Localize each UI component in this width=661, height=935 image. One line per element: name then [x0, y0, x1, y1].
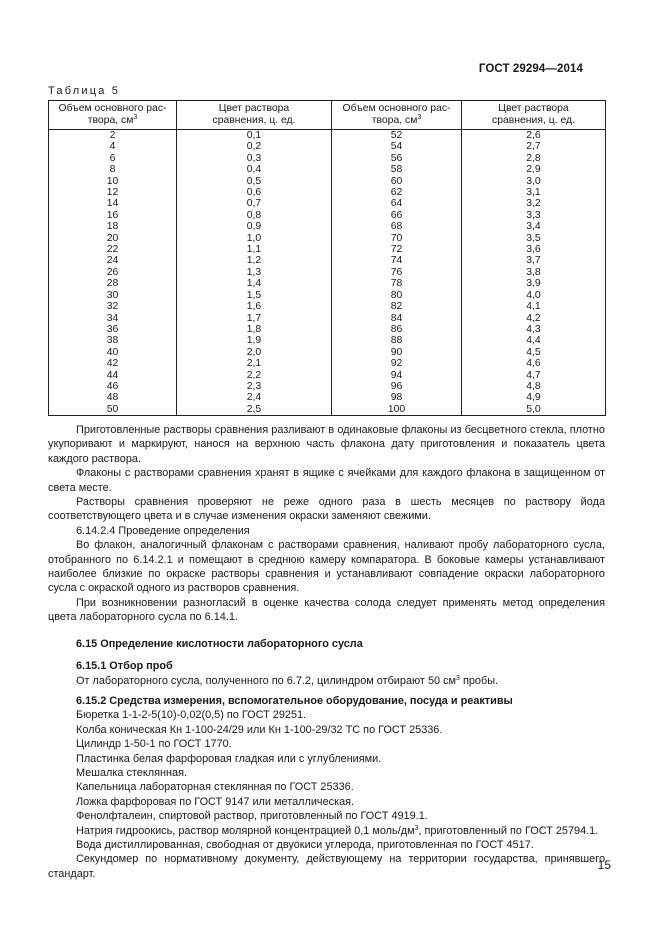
color-reference-table	[48, 100, 606, 416]
col-color-header: Цвет раствора сравнения, ц. ед.	[177, 101, 332, 130]
list-item: Бюретка 1-1-2-5(10)-0,02(0,5) по ГОСТ 29251.	[76, 709, 307, 722]
table-cell: 78	[332, 278, 462, 289]
table-cell: 58	[332, 164, 462, 175]
table-cell: 1,8	[177, 324, 332, 335]
table-cell: 66	[332, 210, 462, 221]
table-cell: 42	[49, 358, 177, 369]
table-cell: 0,6	[177, 187, 332, 198]
table-cell: 38	[49, 335, 177, 346]
table-cell: 20	[49, 233, 177, 244]
table-cell: 32	[49, 301, 177, 312]
table-row	[49, 313, 606, 324]
table-cell: 3,5	[462, 233, 606, 244]
table-cell: 0,9	[177, 221, 332, 232]
table-cell: 18	[49, 221, 177, 232]
table-row	[49, 153, 606, 164]
table-cell: 2,1	[177, 358, 332, 369]
list-item: Натрия гидроокись, раствор молярной концентрацией 0,1 моль/$дм^3$, приготовленный по ГОСТ 25794.1.	[76, 824, 599, 837]
paragraph: От лабораторного сусла, полученного по 6.7.2, цилиндром отбирают 50 $см^3$ пробы.	[76, 674, 499, 687]
col-color-header-2: Цвет раствора сравнения, ц. ед.	[462, 101, 606, 130]
list-item: Мешалка стеклянная.	[76, 766, 188, 779]
table-cell: 0,8	[177, 210, 332, 221]
table-row	[49, 255, 606, 266]
table-cell: 24	[49, 255, 177, 266]
table-cell: 36	[49, 324, 177, 335]
table-row	[49, 358, 606, 369]
table-cell: 4,7	[462, 370, 606, 381]
list-item: Секундомер по нормативному документу, действующему на территории государства, принявшего стандарт.	[48, 853, 605, 880]
table-cell: 2,3	[177, 381, 332, 392]
section-heading-6-15-2: 6.15.2 Средства измерения, вспомогательное оборудование, посуда и реактивы	[76, 694, 513, 707]
table-row	[49, 176, 606, 187]
table-row	[49, 210, 606, 221]
table-body	[49, 130, 606, 416]
table-row	[49, 347, 606, 358]
table-row	[49, 370, 606, 381]
equipment-list	[48, 708, 605, 823]
table-cell: 88	[332, 335, 462, 346]
table-cell: 46	[49, 381, 177, 392]
table-cell: 50	[49, 404, 177, 416]
table-cell: 92	[332, 358, 462, 369]
document-code: ГОСТ 29294—2014	[478, 63, 583, 75]
table-cell: 3,7	[462, 255, 606, 266]
table-cell: 52	[332, 130, 462, 142]
table-cell: 100	[332, 404, 462, 416]
table-cell: 4	[49, 141, 177, 152]
paragraph: Флаконы с растворами сравнения хранят в ящике с ячейками для каждого флакона в защищенном от света месте.	[48, 467, 605, 494]
table-row	[49, 233, 606, 244]
section-heading-6-15: 6.15 Определение кислотности лабораторного сусла	[76, 637, 363, 650]
subsection-heading: 6.14.2.4 Проведение определения	[76, 524, 250, 537]
list-item: Пластинка белая фарфоровая гладкая или с углублениями.	[76, 752, 382, 765]
table-cell: 3,6	[462, 244, 606, 255]
table-cell: 2,4	[177, 392, 332, 403]
table-cell: 1,5	[177, 290, 332, 301]
paragraph: Приготовленные растворы сравнения разливают в одинаковые флаконы из бесцветного стекла, плотно укупоривают и маркируют, нанося на верхнюю часть флакона дату приготовления и показатель цвета каждого раствора.	[48, 424, 605, 465]
table-row	[49, 301, 606, 312]
table-cell: 74	[332, 255, 462, 266]
table-cell: 2,2	[177, 370, 332, 381]
paragraph: Растворы сравнения проверяют не реже одного раза в шесть месяцев по раствору йода соответствующего цвета и в случае изменения окраски заменяют свежими.	[48, 496, 605, 523]
table-cell: 16	[49, 210, 177, 221]
page-number: 15	[597, 858, 611, 872]
table-cell: 34	[49, 313, 177, 324]
table-row	[49, 335, 606, 346]
table-cell: 5,0	[462, 404, 606, 416]
table-cell: 84	[332, 313, 462, 324]
list-item: Капельница лабораторная стеклянная по ГОСТ 25336.	[76, 781, 354, 794]
table-cell: 86	[332, 324, 462, 335]
table-cell: 4,8	[462, 381, 606, 392]
table-cell: 3,4	[462, 221, 606, 232]
col-volume-header-2: Объем основного рас-твора, $см^3$	[332, 101, 462, 130]
table-cell: 96	[332, 381, 462, 392]
table-cell: 62	[332, 187, 462, 198]
list-item: Колба коническая Кн 1-100-24/29 или Кн 1-100-29/32 ТС по ГОСТ 25336.	[76, 723, 443, 736]
table-cell: 4,0	[462, 290, 606, 301]
table-cell: 76	[332, 267, 462, 278]
table-cell: 90	[332, 347, 462, 358]
table-cell: 4,4	[462, 335, 606, 346]
table-cell: 1,4	[177, 278, 332, 289]
col-volume-header: Объем основного рас-твора, $см^3$	[49, 101, 177, 130]
table-cell: 4,5	[462, 347, 606, 358]
table-cell: 1,2	[177, 255, 332, 266]
table-cell: 1,3	[177, 267, 332, 278]
table-cell: 98	[332, 392, 462, 403]
table-cell: 40	[49, 347, 177, 358]
table-cell: 2,9	[462, 164, 606, 175]
table-cell: 48	[49, 392, 177, 403]
table-row	[49, 187, 606, 198]
table-cell: 3,2	[462, 198, 606, 209]
table-row	[49, 130, 606, 142]
table-cell: 6	[49, 153, 177, 164]
table-cell: 4,6	[462, 358, 606, 369]
table-cell: 94	[332, 370, 462, 381]
table-row	[49, 278, 606, 289]
table-cell: 72	[332, 244, 462, 255]
table-cell: 3,1	[462, 187, 606, 198]
table-cell: 0,5	[177, 176, 332, 187]
list-item: Фенолфталеин, спиртовой раствор, приготовленный по ГОСТ 4919.1.	[76, 810, 428, 823]
table-cell: 44	[49, 370, 177, 381]
list-item: Ложка фарфоровая по ГОСТ 9147 или металлическая.	[76, 795, 355, 808]
table-cell: 0,4	[177, 164, 332, 175]
body-text	[48, 423, 605, 881]
table-cell: 2	[49, 130, 177, 142]
table-cell: 4,2	[462, 313, 606, 324]
table-cell: 80	[332, 290, 462, 301]
table-cell: 3,3	[462, 210, 606, 221]
table-row	[49, 392, 606, 403]
table-row	[49, 141, 606, 152]
table-cell: 4,9	[462, 392, 606, 403]
table-cell: 56	[332, 153, 462, 164]
table-cell: 28	[49, 278, 177, 289]
table-cell: 2,7	[462, 141, 606, 152]
table-cell: 12	[49, 187, 177, 198]
table-cell: 2,8	[462, 153, 606, 164]
table-cell: 0,3	[177, 153, 332, 164]
table-row	[49, 381, 606, 392]
table-header-row	[49, 101, 606, 130]
table-cell: 30	[49, 290, 177, 301]
table-cell: 1,0	[177, 233, 332, 244]
table-cell: 4,3	[462, 324, 606, 335]
table-cell: 1,1	[177, 244, 332, 255]
table-row	[49, 164, 606, 175]
table-cell: 4,1	[462, 301, 606, 312]
table-row	[49, 404, 606, 416]
table-cell: 82	[332, 301, 462, 312]
table-cell: 1,9	[177, 335, 332, 346]
table-cell: 70	[332, 233, 462, 244]
table-cell: 22	[49, 244, 177, 255]
table-cell: 2,6	[462, 130, 606, 142]
table-cell: 1,6	[177, 301, 332, 312]
table-cell: 2,0	[177, 347, 332, 358]
table-row	[49, 221, 606, 232]
table-cell: 0,2	[177, 141, 332, 152]
table-cell: 10	[49, 176, 177, 187]
table-cell: 1,7	[177, 313, 332, 324]
table-cell: 68	[332, 221, 462, 232]
table-cell: 64	[332, 198, 462, 209]
table-cell: 3,9	[462, 278, 606, 289]
table-cell: 26	[49, 267, 177, 278]
table-cell: 0,1	[177, 130, 332, 142]
table-cell: 3,0	[462, 176, 606, 187]
section-heading-6-15-1: 6.15.1 Отбор проб	[76, 660, 173, 673]
table-cell: 0,7	[177, 198, 332, 209]
table-cell: 8	[49, 164, 177, 175]
table-cell: 3,8	[462, 267, 606, 278]
list-item: Вода дистиллированная, свободная от двуокиси углерода, приготовленная по ГОСТ 4517.	[76, 838, 534, 851]
paragraph: При возникновении разногласий в оценке качества солода следует применять метод определения цвета лабораторного сусла по 6.14.1.	[48, 596, 605, 624]
table-cell: 60	[332, 176, 462, 187]
table-row	[49, 290, 606, 301]
table-row	[49, 324, 606, 335]
list-item: Цилиндр 1-50-1 по ГОСТ 1770.	[76, 738, 232, 751]
table-row	[49, 244, 606, 255]
table-cell: 2,5	[177, 404, 332, 416]
table-caption: Таблица 5	[48, 85, 121, 97]
table-row	[49, 198, 606, 209]
table-cell: 14	[49, 198, 177, 209]
table-cell: 54	[332, 141, 462, 152]
paragraph: Во флакон, аналогичный флаконам с растворами сравнения, наливают пробу лабораторного сусла, отобранного по 6.14.2.1 и помещают в среднюю камеру компаратора. В боковые камеры устанавливают наиболее близкие по окраске растворы сравнения и устанавливают совпадение окраски лабораторного сусла с окраской одного из растворов сравнения.	[48, 539, 605, 595]
table-row	[49, 267, 606, 278]
